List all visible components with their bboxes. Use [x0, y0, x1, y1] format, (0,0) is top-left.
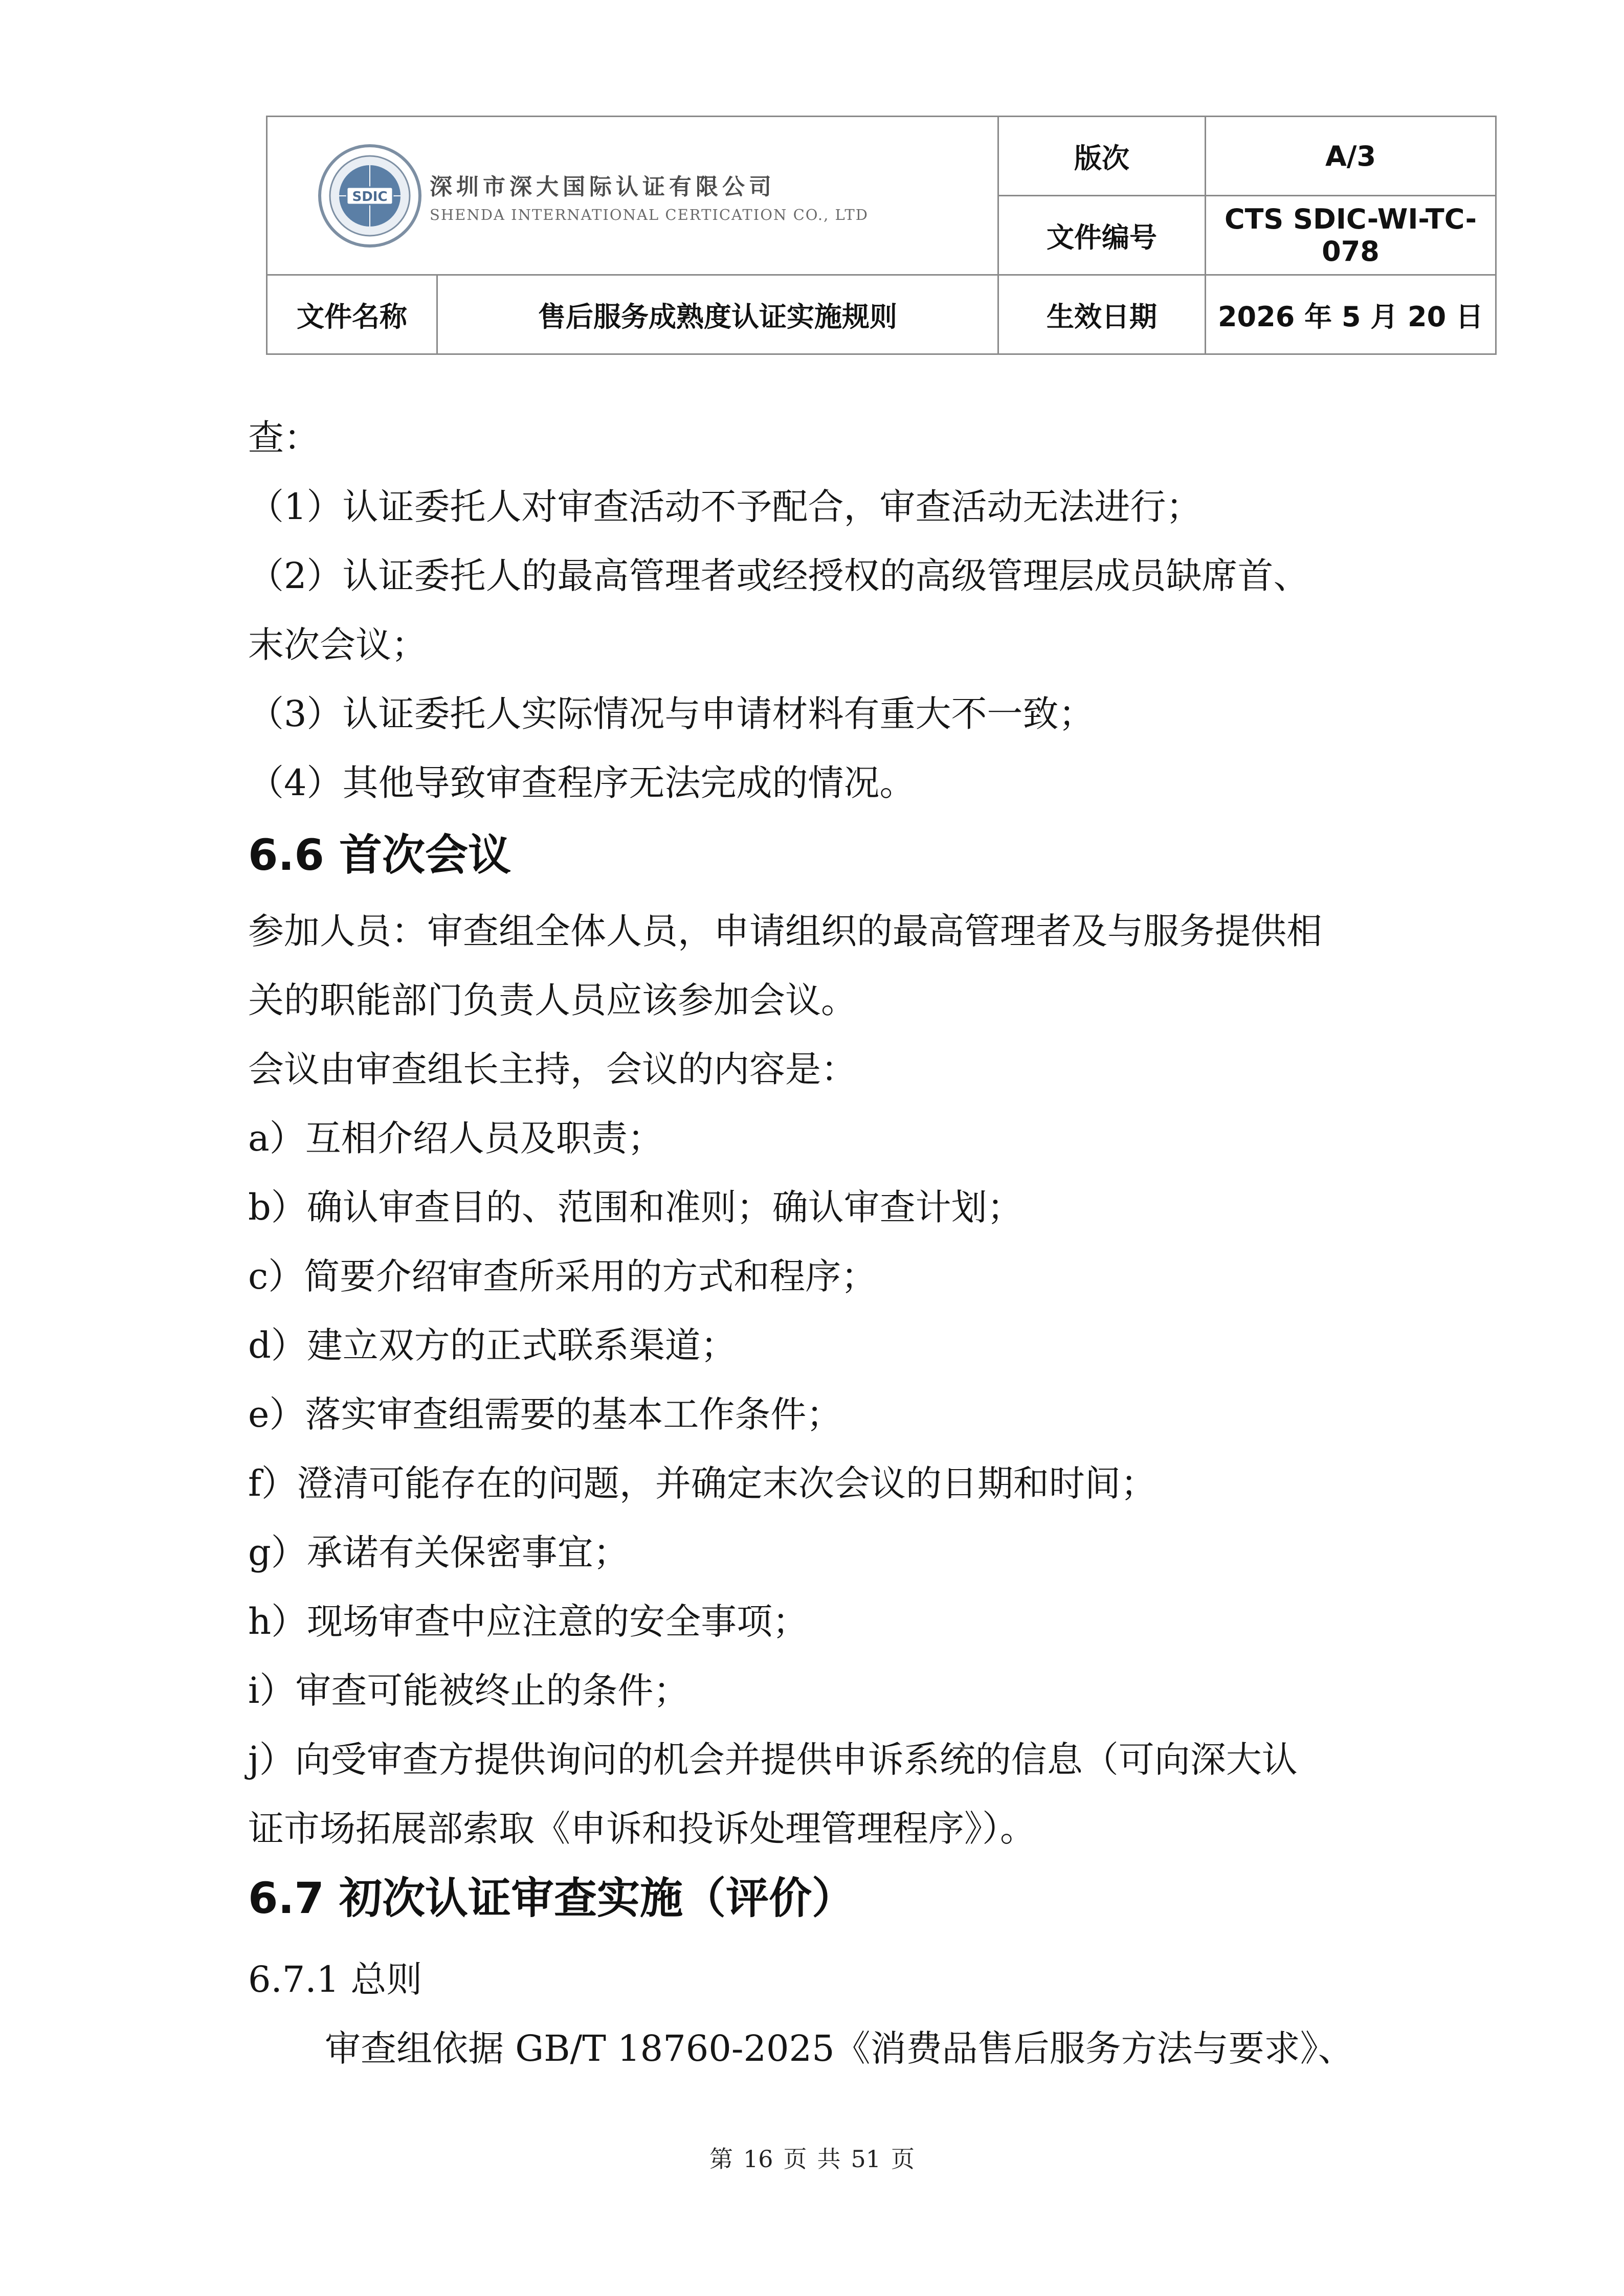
body-line: 末次会议； — [248, 624, 427, 666]
version-label: 版次 — [998, 117, 1206, 196]
body-line: 关的职能部门负责人员应该参加会议。 — [248, 979, 857, 1021]
page-total: 51 — [851, 2145, 881, 2173]
list-item: d）建立双方的正式联系渠道； — [248, 1324, 737, 1366]
list-item: 证市场拓展部索取《申诉和投诉处理管理程序》）。 — [248, 1808, 1036, 1850]
body-line: （3）认证委托人实际情况与申请材料有重大不一致； — [248, 693, 1095, 735]
document-header-table — [266, 116, 1497, 355]
page-prefix: 第 — [709, 2145, 733, 2173]
page-number: 16 — [743, 2145, 773, 2173]
company-logo-icon — [316, 142, 424, 250]
effective-date-label: 生效日期 — [998, 275, 1206, 354]
page-word: 页 — [783, 2145, 807, 2173]
body-line: 审查组依据 GB/T 18760-2025《消费品售后服务方法与要求》、 — [325, 2028, 1354, 2069]
subsection-heading-6-7-1: 6.7.1 总则 — [248, 1959, 422, 2000]
list-item: g）承诺有关保密事宜； — [248, 1532, 629, 1573]
company-name-en: SHENDA INTERNATIONAL CERTICATION CO., LTD — [430, 206, 869, 223]
body-line: 查： — [248, 417, 320, 459]
list-item: e）落实审查组需要的基本工作条件； — [248, 1393, 842, 1435]
doc-number-label: 文件编号 — [998, 196, 1206, 275]
total-word: 共 — [817, 2145, 841, 2173]
page-suffix: 页 — [891, 2145, 915, 2173]
section-heading-6-6: 6.6 首次会议 — [248, 830, 511, 880]
body-line: 参加人员：审查组全体人员，申请组织的最高管理者及与服务提供相 — [248, 910, 1322, 952]
list-item: h）现场审查中应注意的安全事项； — [248, 1601, 809, 1642]
list-item: b）确认审查目的、范围和准则；确认审查计划； — [248, 1186, 1023, 1228]
effective-date-value: 2026 年 5 月 20 日 — [1206, 275, 1496, 354]
section-heading-6-7: 6.7 初次认证审查实施（评价） — [248, 1873, 855, 1923]
version-value: A/3 — [1206, 117, 1496, 196]
logo-sdic-text: SDIC — [352, 189, 388, 205]
list-item: a）互相介绍人员及职责； — [248, 1117, 663, 1159]
doc-name-label: 文件名称 — [267, 275, 437, 354]
company-name-cn: 深圳市深大国际认证有限公司 — [430, 173, 775, 200]
doc-number-value: CTS SDIC-WI-TC-078 — [1206, 196, 1496, 275]
company-logo-cell — [267, 117, 998, 275]
list-item: f）澄清可能存在的问题，并确定末次会议的日期和时间； — [248, 1462, 1156, 1504]
body-line: （1）认证委托人对审查活动不予配合，审查活动无法进行； — [248, 486, 1202, 528]
doc-name-value: 售后服务成熟度认证实施规则 — [437, 275, 998, 354]
list-item: c）简要介绍审查所采用的方式和程序； — [248, 1255, 877, 1297]
list-item: i）审查可能被终止的条件； — [248, 1670, 689, 1712]
body-line: （4）其他导致审查程序无法完成的情况。 — [248, 762, 916, 804]
list-item: j）向受审查方提供询问的机会并提供申诉系统的信息（可向深大认 — [248, 1739, 1298, 1781]
page-footer — [0, 2141, 1624, 2174]
body-line: 会议由审查组长主持，会议的内容是： — [248, 1048, 857, 1090]
body-line: （2）认证委托人的最高管理者或经授权的高级管理层成员缺席首、 — [248, 555, 1309, 597]
